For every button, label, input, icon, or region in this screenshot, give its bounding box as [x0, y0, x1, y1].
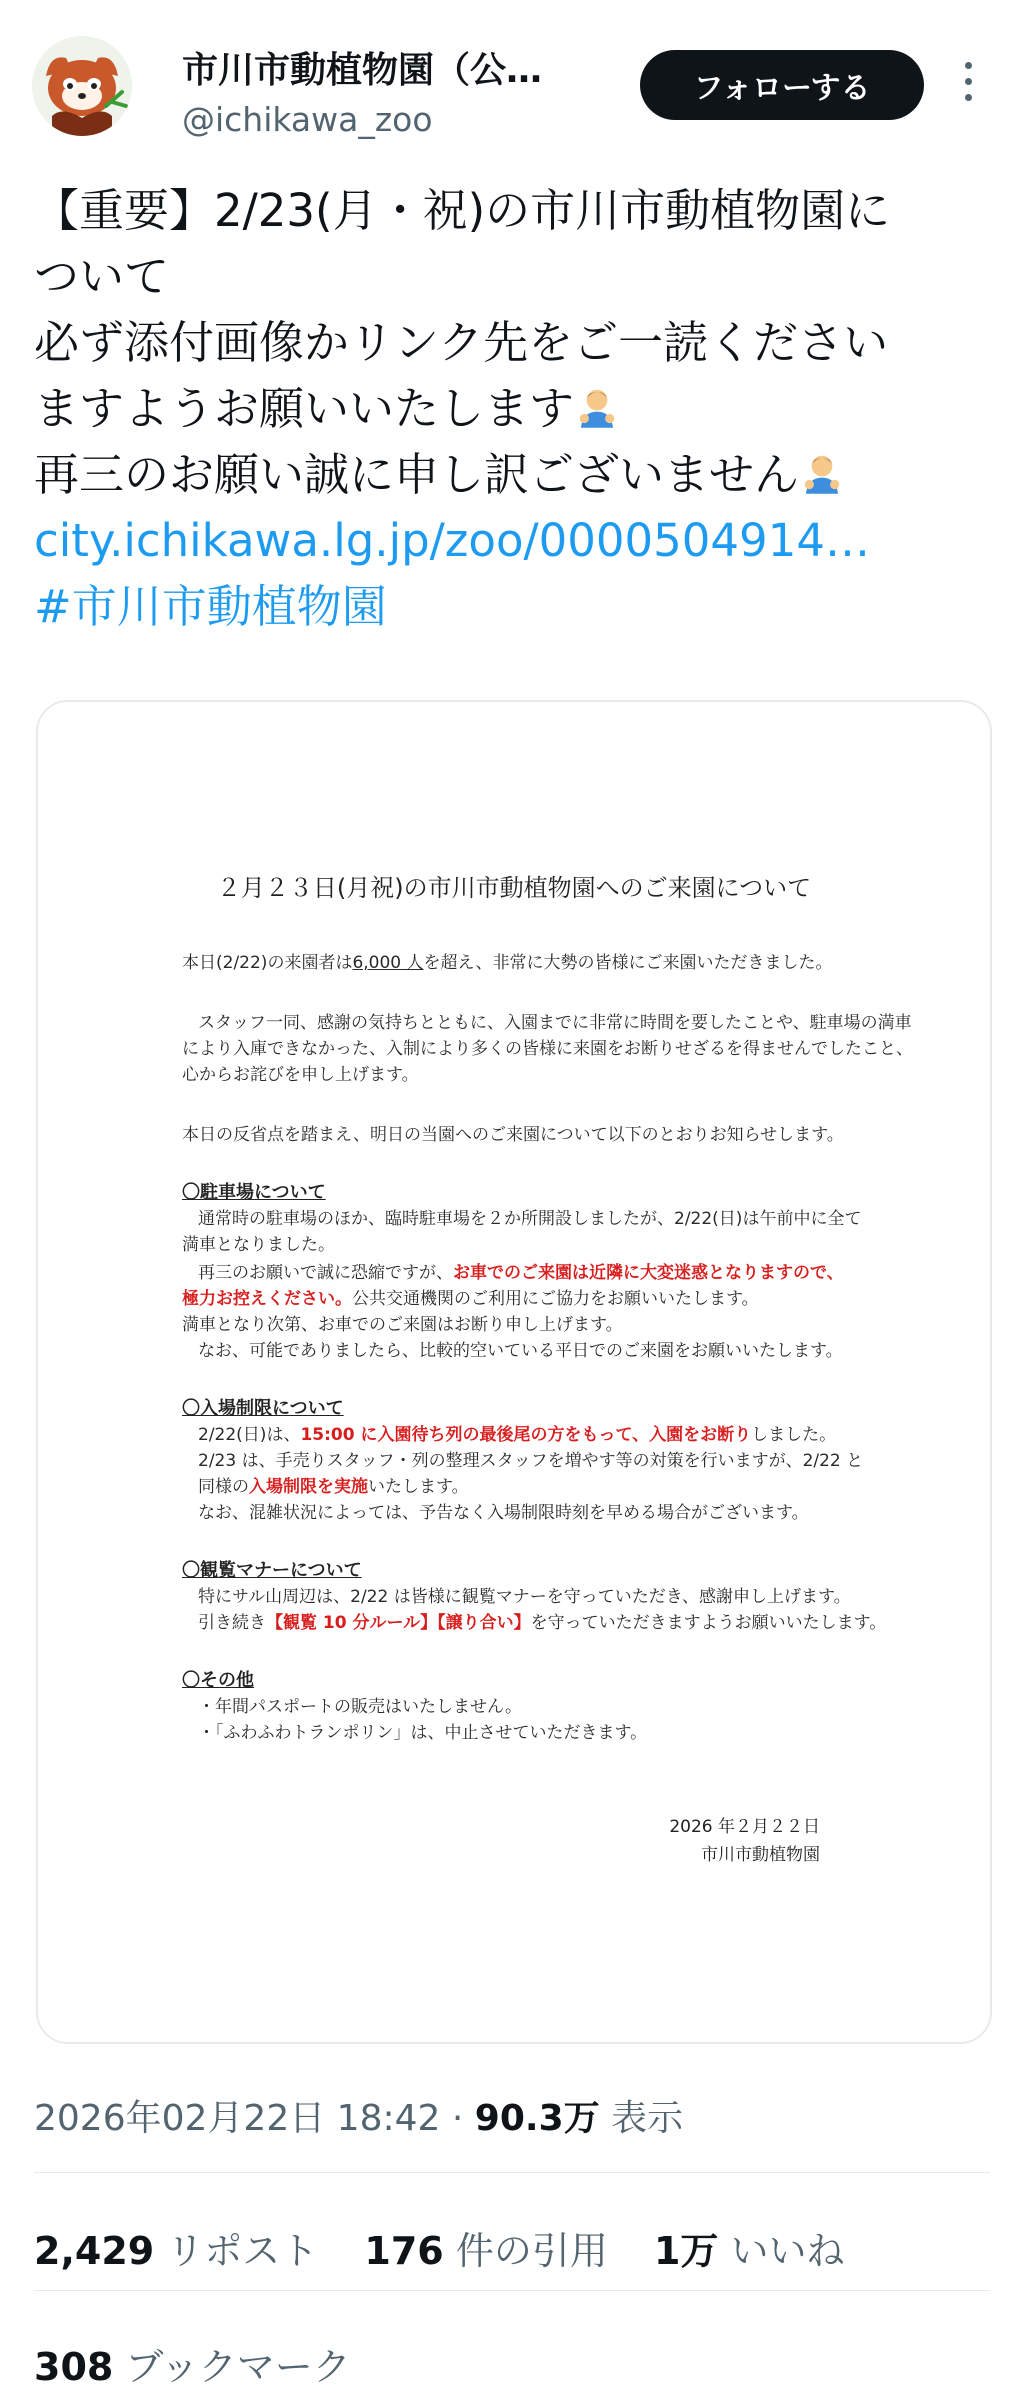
- emphasis-text: 15:00 に入園待ち列の最後尾の方をもって、入園をお断り: [300, 1425, 752, 1445]
- notice-line: なお、可能でありましたら、比較的空いている平日でのご来園をお願いいたします。: [198, 1341, 843, 1361]
- more-options-icon[interactable]: [956, 62, 980, 108]
- emphasis-text: 【観覧 10 分ルール】【譲り合い】: [266, 1613, 531, 1633]
- tweet-text: [34, 178, 994, 640]
- display-name[interactable]: 市川市動植物園（公…: [182, 50, 543, 91]
- emphasis-text: お車でのご来園は近隣に大変迷惑となりますので、: [453, 1263, 844, 1283]
- section-heading: 〇駐車場について: [182, 1182, 326, 1203]
- account-handle[interactable]: @ichikawa_zoo: [182, 100, 433, 139]
- notice-line: 満車となりました。: [182, 1235, 335, 1255]
- tweet-line: 再三のお願い誠に申し訳ございません: [34, 448, 800, 501]
- emphasis-text: 入場制限を実施: [249, 1477, 368, 1497]
- bookmarks-label: ブックマーク: [125, 2345, 351, 2389]
- quotes-stat[interactable]: [364, 2229, 607, 2273]
- reposts-count: 2,429: [34, 2229, 155, 2273]
- reposts-stat[interactable]: [34, 2229, 318, 2273]
- bowing-person-emoji-icon: [799, 450, 845, 496]
- quotes-label: 件の引用: [455, 2229, 608, 2273]
- hashtag-link[interactable]: #市川市動植物園: [34, 580, 387, 633]
- notice-line: [198, 1422, 836, 1448]
- follow-button[interactable]: フォローする: [640, 50, 924, 120]
- section-heading: 〇その他: [182, 1670, 254, 1691]
- reposts-label: リポスト: [166, 2229, 319, 2273]
- notice-title: ２月２３日(月祝)の市川市動植物園へのご来園について: [216, 874, 812, 902]
- notice-line: [182, 1286, 759, 1312]
- tweet-line-with-emoji: [34, 442, 994, 508]
- notice-line: [182, 950, 833, 976]
- notice-line: [198, 1474, 469, 1500]
- attached-image-card[interactable]: [36, 700, 992, 2044]
- text: を守っていただきますようお願いいたします。: [530, 1613, 887, 1633]
- quotes-count: 176: [364, 2229, 444, 2273]
- notice-line: ・年間パスポートの販売はいたしません。: [198, 1697, 523, 1717]
- display-name-row[interactable]: [182, 44, 602, 98]
- notice-line: [198, 1610, 886, 1636]
- text: 2/22(日)は、: [198, 1425, 301, 1445]
- tweet-meta: [34, 2090, 683, 2141]
- tweet-line-with-emoji: [34, 376, 994, 442]
- tweet-line: 必ず添付画像かリンク先をご一読ください: [34, 316, 889, 369]
- text: 公共交通機関のご利用にご協力をお願いいたします。: [352, 1289, 759, 1309]
- meta-separator: ·: [451, 2098, 464, 2139]
- notice-line: 通常時の駐車場のほか、臨時駐車場を２か所開設しましたが、2/22(日)は午前中に全て: [198, 1209, 862, 1229]
- views-count: 90.3万: [474, 2098, 600, 2139]
- likes-count: 1万: [653, 2229, 719, 2273]
- notice-line: スタッフ一同、感謝の気持ちとともに、入園までに非常に時間を要したことや、駐車場の満車: [198, 1013, 912, 1033]
- visitor-count: 6,000 人: [352, 953, 424, 973]
- text: 再三のお願いで誠に恐縮ですが、: [198, 1263, 453, 1283]
- section-heading: 〇入場制限について: [182, 1398, 344, 1419]
- divider: [34, 2172, 990, 2173]
- notice-date: 2026 年２月２２日: [669, 1817, 820, 1837]
- bookmarks-count: 308: [34, 2345, 114, 2389]
- section-heading: 〇観覧マナーについて: [182, 1560, 362, 1581]
- text: を超え、非常に大勢の皆様にご来園いただきました。: [423, 953, 833, 973]
- tweet-link[interactable]: city.ichikawa.lg.jp/zoo/0000504914…: [34, 514, 870, 567]
- notice-line: 2/23 は、手売りスタッフ・列の整理スタッフを増やす等の対策を行いますが、2/22 と: [198, 1451, 864, 1471]
- emphasis-text: 極力お控えください。: [182, 1289, 352, 1309]
- likes-stat[interactable]: [654, 2229, 845, 2273]
- notice-org: 市川市動植物園: [701, 1845, 820, 1865]
- views-label: 表示: [611, 2098, 684, 2139]
- divider: [34, 2290, 990, 2291]
- notice-line: 特にサル山周辺は、2/22 は皆様に観覧マナーを守っていただき、感謝申し上げます。: [198, 1587, 851, 1607]
- avatar[interactable]: [32, 36, 132, 136]
- notice-line: 心からお詫びを申し上げます。: [182, 1065, 419, 1085]
- tweet-line: ついて: [34, 250, 170, 303]
- notice-line: なお、混雑状況によっては、予告なく入場制限時刻を早める場合がございます。: [198, 1503, 809, 1523]
- notice-document: [38, 702, 990, 2042]
- bowing-person-emoji-icon: [574, 384, 620, 430]
- notice-line: により入庫できなかった、入制により多くの皆様に来園をお断りせざるを得ませんでしたこと、: [182, 1039, 913, 1059]
- tweet-datetime[interactable]: 2026年02月22日 18:42: [34, 2098, 441, 2139]
- engagement-stats: [34, 2220, 879, 2275]
- tweet-line: 【重要】2/23(月・祝)の市川市動植物園に: [34, 184, 891, 237]
- notice-line: 本日の反省点を踏まえ、明日の当園へのご来園について以下のとおりお知らせします。: [182, 1125, 844, 1145]
- text: しました。: [751, 1425, 837, 1445]
- tweet-header: [0, 0, 1024, 160]
- text: 同様の: [198, 1477, 249, 1497]
- notice-line: ・「ふわふわトランポリン」は、中止させていただきます。: [198, 1723, 648, 1743]
- text: 本日(2/22)の来園者は: [182, 953, 353, 973]
- notice-line: [198, 1260, 844, 1286]
- text: 引き続き: [198, 1613, 266, 1633]
- text: いたします。: [368, 1477, 469, 1497]
- bookmarks-stat[interactable]: [34, 2336, 351, 2391]
- likes-label: いいね: [730, 2229, 845, 2273]
- tweet-line: ますようお願いいたします: [34, 382, 575, 435]
- red-panda-avatar-icon: [32, 36, 132, 136]
- notice-line: 満車となり次第、お車でのご来園はお断り申し上げます。: [182, 1315, 623, 1335]
